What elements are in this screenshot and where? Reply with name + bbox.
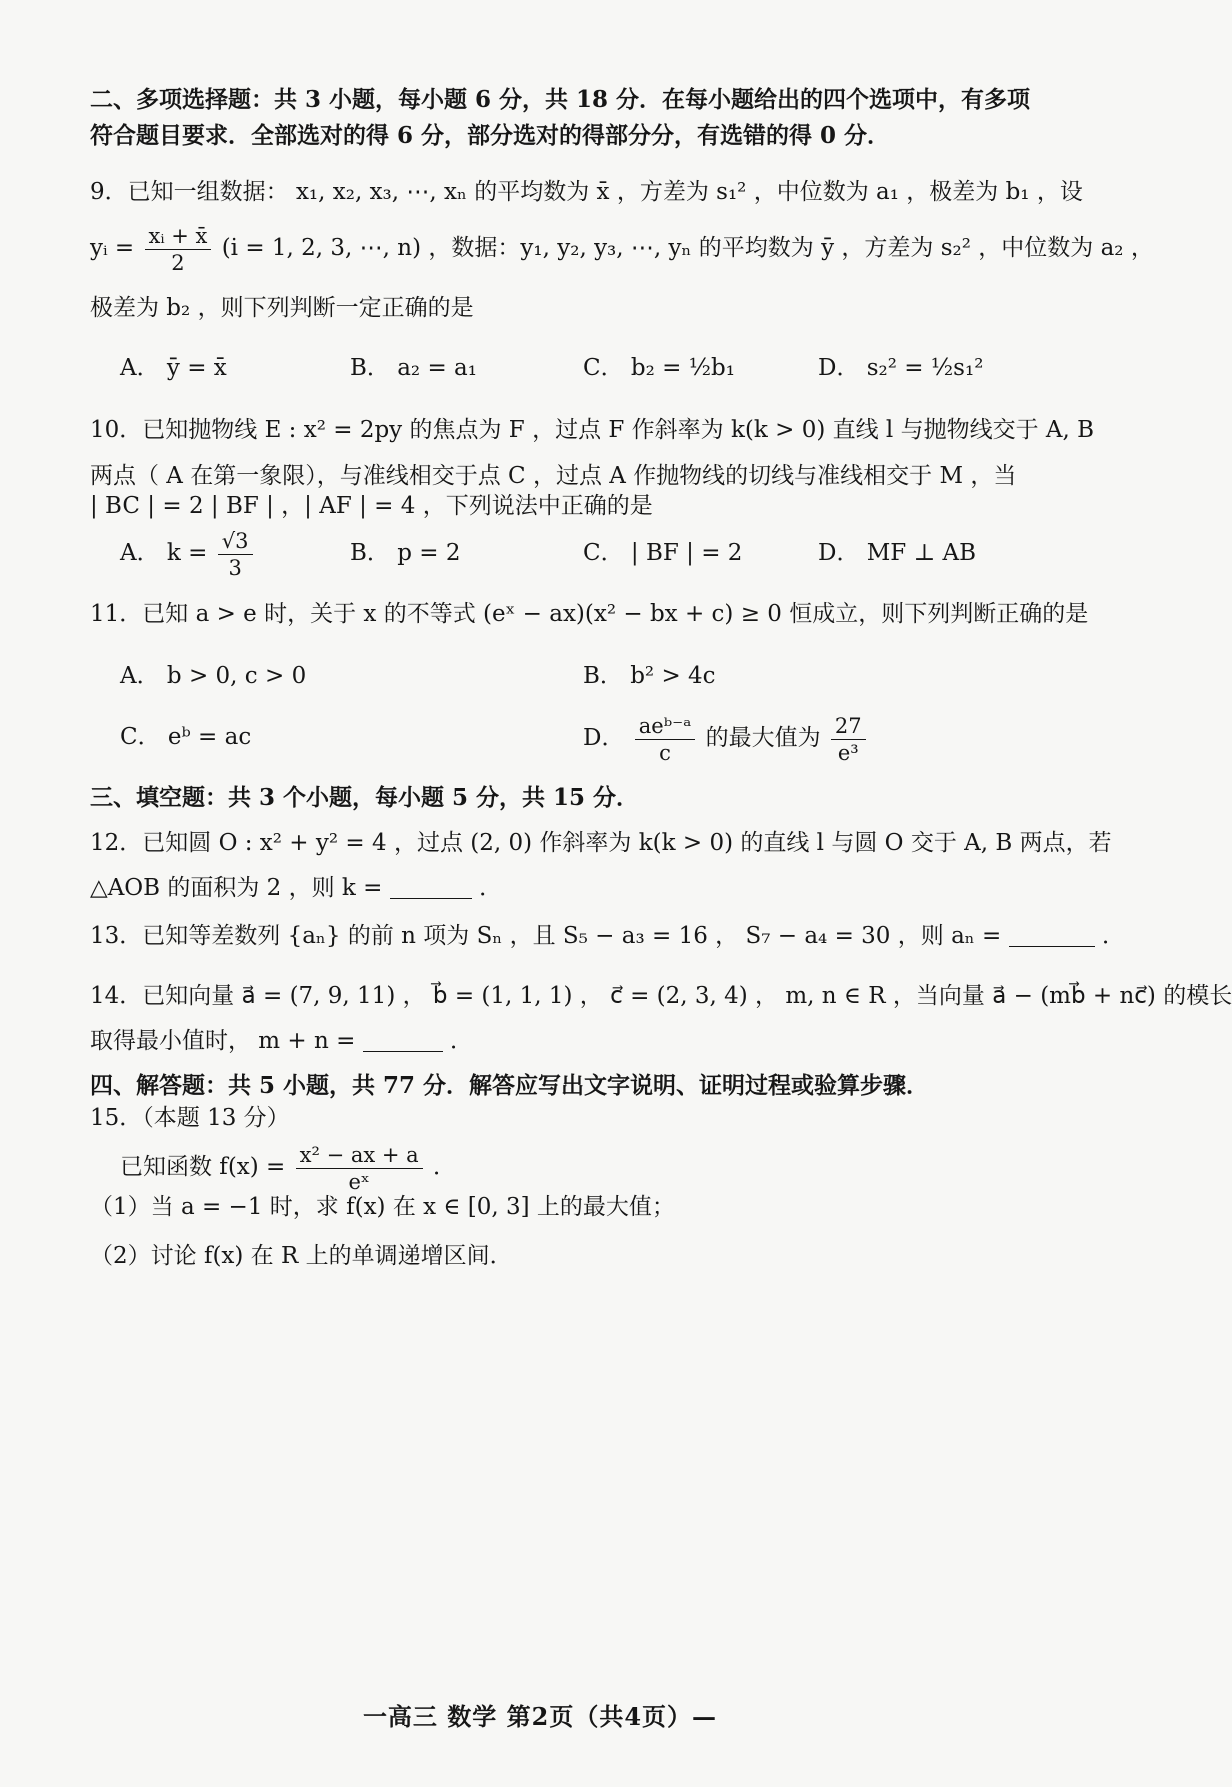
q11-option-d bbox=[583, 710, 869, 766]
q11-option-d-middle: 的最大值为 bbox=[705, 725, 821, 751]
q9-stem-line2-rest: (i = 1, 2, 3, ⋯, n) ，数据：y₁, y₂, y₃, ⋯, yₙ 的平均数为 ȳ ，方差为 s₂² ，中位数为 a₂ ， bbox=[221, 235, 1154, 261]
q14-end: ． bbox=[450, 1028, 474, 1054]
q10-option-a-numerator: √3 bbox=[218, 528, 253, 555]
q12-end: ． bbox=[479, 875, 503, 901]
q10-stem-line1: 10．已知抛物线 E : x² = 2py 的焦点为 F ，过点 F 作斜率为 k(k > 0) 直线 l 与抛物线交于 A, B bbox=[90, 417, 1095, 443]
q15-intro bbox=[120, 1138, 456, 1196]
q11-option-d-max-denominator: e³ bbox=[837, 740, 859, 765]
q9-fraction bbox=[145, 223, 212, 276]
q11-option-d-prefix: D． bbox=[583, 725, 625, 751]
section3-heading: 三、填空题：共 3 个小题，每小题 5 分，共 15 分． bbox=[90, 784, 640, 811]
q15-title: 15．（本题 13 分） bbox=[90, 1105, 290, 1131]
q9-y-lhs: yᵢ = bbox=[90, 235, 135, 261]
q13-stem-text: 13．已知等差数列 {aₙ} 的前 n 项为 Sₙ ，且 S₅ − a₃ = 16 ， S₇ − a₄ = 30 ，则 aₙ = bbox=[90, 923, 1002, 949]
q14-stem-line1: 14．已知向量 a⃗ = (7, 9, 11) ， b⃗ = (1, 1, 1) ， c⃗ = (2, 3, 4) ， m, n ∈ R ，当向量 a⃗ − (mb⃗ + nc⃗) 的模长 bbox=[90, 983, 1232, 1009]
q11-option-d-max-fraction bbox=[831, 713, 866, 766]
q15-part1: （1）当 a = −1 时，求 f(x) 在 x ∈ [0, 3] 上的最大值； bbox=[90, 1194, 675, 1220]
section2-heading-line1: 二、多项选择题：共 3 小题，每小题 6 分，共 18 分．在每小题给出的四个选项中，有多项 bbox=[90, 86, 1031, 113]
q10-option-a-denominator: 3 bbox=[228, 555, 242, 580]
q9-option-b: B． a₂ = a₁ bbox=[350, 355, 477, 381]
q15-intro-end: ． bbox=[433, 1154, 456, 1180]
q9-option-a: A． ȳ = x̄ bbox=[120, 355, 227, 381]
q12-stem-line1: 12．已知圆 O : x² + y² = 4 ，过点 (2, 0) 作斜率为 k(k > 0) 的直线 l 与圆 O 交于 A, B 两点，若 bbox=[90, 830, 1112, 856]
q10-option-d: D． MF ⊥ AB bbox=[818, 540, 977, 566]
q15-intro-text: 已知函数 f(x) = bbox=[120, 1154, 286, 1180]
q10-option-a-fraction bbox=[218, 528, 253, 581]
q10-option-a bbox=[120, 525, 256, 581]
q15-part2: （2）讨论 f(x) 在 R 上的单调递增区间． bbox=[90, 1243, 513, 1269]
q14-answer-blank[interactable] bbox=[363, 1029, 443, 1052]
q15-fraction-numerator: x² − ax + a bbox=[296, 1142, 423, 1169]
q11-option-c: C． eᵇ = ac bbox=[120, 724, 252, 750]
q9-fraction-numerator: xᵢ + x̄ bbox=[145, 223, 212, 250]
q11-option-b: B． b² > 4c bbox=[583, 663, 716, 689]
q13-stem bbox=[90, 920, 1125, 952]
q9-option-c: C． b₂ = ½b₁ bbox=[583, 355, 735, 381]
q9-fraction-denominator: 2 bbox=[171, 250, 185, 275]
q11-option-a: A． b > 0, c > 0 bbox=[120, 663, 307, 689]
page-footer: 一高三 数学 第2页（共4页）— bbox=[362, 1702, 718, 1731]
q11-option-d-denominator: c bbox=[659, 740, 671, 765]
q13-answer-blank[interactable] bbox=[1009, 924, 1095, 947]
q9-stem-line3: 极差为 b₂ ，则下列判断一定正确的是 bbox=[90, 295, 474, 321]
q10-option-b: B． p = 2 bbox=[350, 540, 461, 566]
section2-heading-line2: 符合题目要求．全部选对的得 6 分，部分选对的得部分分，有选错的得 0 分． bbox=[90, 122, 891, 149]
q11-option-d-max-numerator: 27 bbox=[831, 713, 866, 740]
q12-answer-blank[interactable] bbox=[390, 876, 472, 899]
q9-stem-line1: 9．已知一组数据： x₁, x₂, x₃, ⋯, xₙ 的平均数为 x̄ ，方差为 s₁² ，中位数为 a₁ ，极差为 b₁ ，设 bbox=[90, 179, 1083, 205]
q12-stem-line2 bbox=[90, 872, 1010, 904]
q14-stem-line2 bbox=[90, 1025, 1010, 1057]
q10-option-c: C． | BF | = 2 bbox=[583, 540, 743, 566]
q11-option-d-numerator: aeᵇ⁻ᵃ bbox=[635, 713, 696, 740]
q14-stem-line2-text: 取得最小值时， m + n = bbox=[90, 1028, 356, 1054]
q11-stem: 11．已知 a > e 时，关于 x 的不等式 (eˣ − ax)(x² − bx + c) ≥ 0 恒成立，则下列判断正确的是 bbox=[90, 601, 1089, 627]
q10-option-a-lhs: A． k = bbox=[120, 540, 208, 566]
q9-option-d: D． s₂² = ½s₁² bbox=[818, 355, 984, 381]
q11-option-d-fraction bbox=[635, 713, 696, 766]
q10-stem-line3: | BC | = 2 | BF | ，| AF | = 4 ，下列说法中正确的是 bbox=[90, 493, 653, 519]
q15-fraction-denominator: eˣ bbox=[348, 1169, 370, 1194]
q9-stem-line2 bbox=[90, 222, 1154, 276]
section4-heading: 四、解答题：共 5 小题，共 77 分．解答应写出文字说明、证明过程或验算步骤． bbox=[90, 1072, 930, 1099]
q15-fraction bbox=[296, 1142, 423, 1195]
q10-stem-line2: 两点（ A 在第一象限），与准线相交于点 C ，过点 A 作抛物线的切线与准线相交于 M ，当 bbox=[90, 463, 1017, 489]
q13-end: ． bbox=[1101, 923, 1125, 949]
q12-stem-line2-text: △AOB 的面积为 2 ，则 k = bbox=[90, 875, 383, 901]
